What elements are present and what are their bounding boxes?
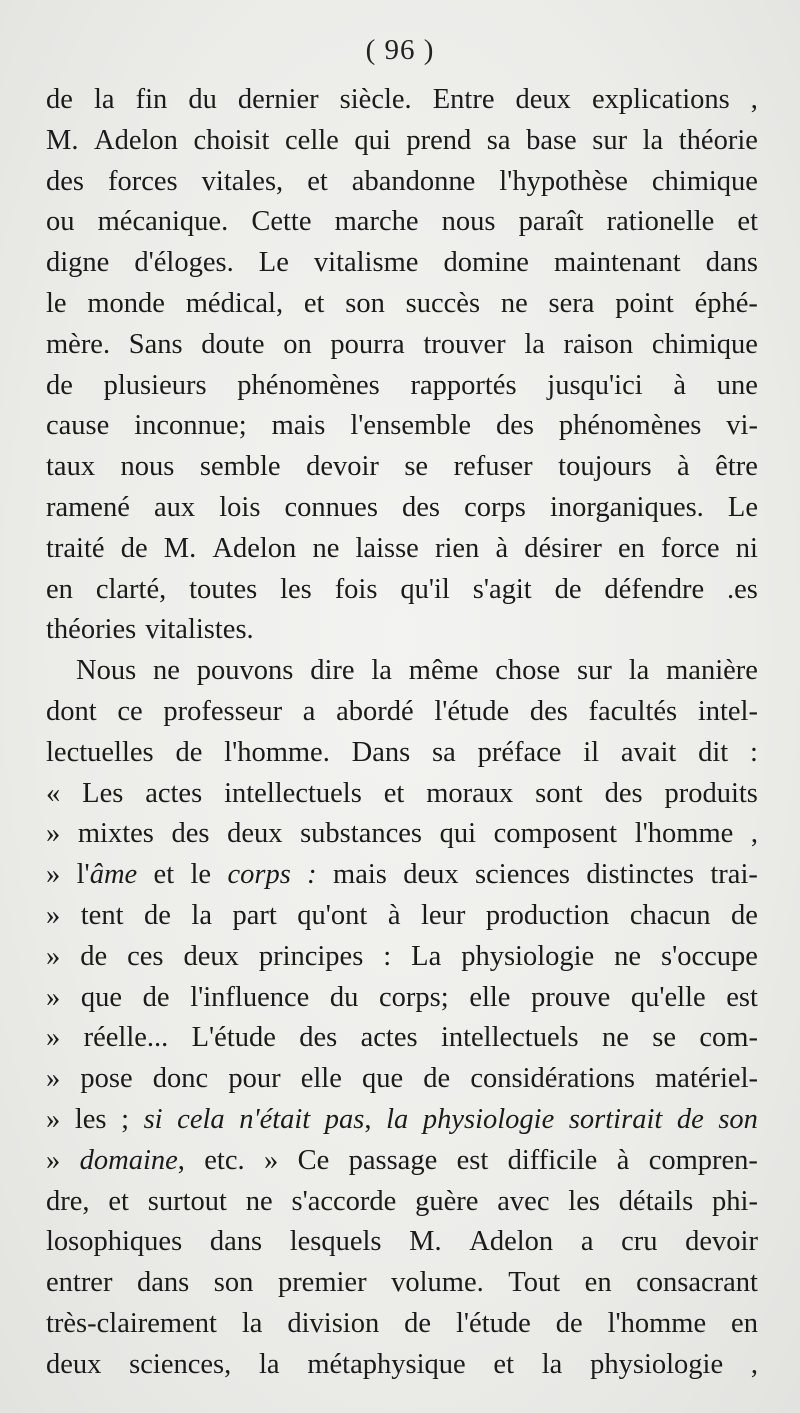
text-line: » tent de la part qu'ont à leur production chacun de [46,899,758,931]
text-line: dre, et surtout ne s'accorde guère avec les détails phi- [46,1185,758,1217]
text-line: entrer dans son premier volume. Tout en consacrant [46,1267,758,1299]
text-line: « Les actes intellectuels et moraux sont des produits [46,777,758,809]
text-line: lectuelles de l'homme. Dans sa préface il avait dit : [46,736,758,768]
text-line: Nous ne pouvons dire la même chose sur la manière [76,655,758,687]
text-line: dont ce professeur a abordé l'étude des facultés intel- [46,695,758,727]
text-line: de plusieurs phénomènes rapportés jusqu'ici à une [46,369,758,401]
text-line: traité de M. Adelon ne laisse rien à désirer en force ni [46,532,758,564]
text-line: le monde médical, et son succès ne sera point éphé- [46,287,758,319]
text-line: ramené aux lois connues des corps inorganiques. Le [46,491,758,523]
text-line: » réelle... L'étude des actes intellectuels ne se com- [46,1022,758,1054]
text-line: digne d'éloges. Le vitalisme domine maintenant dans [46,247,758,279]
text-line: cause inconnue; mais l'ensemble des phénomènes vi- [46,410,758,442]
text-line: M. Adelon choisit celle qui prend sa base sur la théorie [46,124,758,156]
text-line: » l'âme et le corps : mais deux sciences distinctes trai- [46,859,758,891]
text-line: théories vitalistes. [46,614,254,646]
text-line: des forces vitales, et abandonne l'hypothèse chimique [46,165,758,197]
text-line: » de ces deux principes : La physiologie ne s'occupe [46,940,758,972]
text-line: ou mécanique. Cette marche nous paraît rationelle et [46,206,758,238]
text-line: taux nous semble devoir se refuser toujours à être [46,451,758,483]
body-text [46,80,758,1386]
text-line: deux sciences, la métaphysique et la physiologie , [46,1348,758,1380]
text-line: de la fin du dernier siècle. Entre deux explications , [46,84,758,115]
text-line: » pose donc pour elle que de considérations matériel- [46,1063,758,1095]
text-line: très-clairement la division de l'étude de l'homme en [46,1307,758,1339]
text-line: » les ; si cela n'était pas, la physiologie sortirait de son [46,1103,758,1135]
text-line: mère. Sans doute on pourra trouver la raison chimique [46,328,758,360]
text-line: » mixtes des deux substances qui composent l'homme , [46,818,758,850]
page-number: ( 96 ) [365,34,435,66]
text-line: » domaine, etc. » Ce passage est difficile à compren- [46,1144,758,1176]
text-line: losophiques dans lesquels M. Adelon a cru devoir [46,1226,758,1258]
text-line: en clarté, toutes les fois qu'il s'agit de défendre .es [46,573,758,605]
text-line: » que de l'influence du corps; elle prouve qu'elle est [46,981,758,1013]
